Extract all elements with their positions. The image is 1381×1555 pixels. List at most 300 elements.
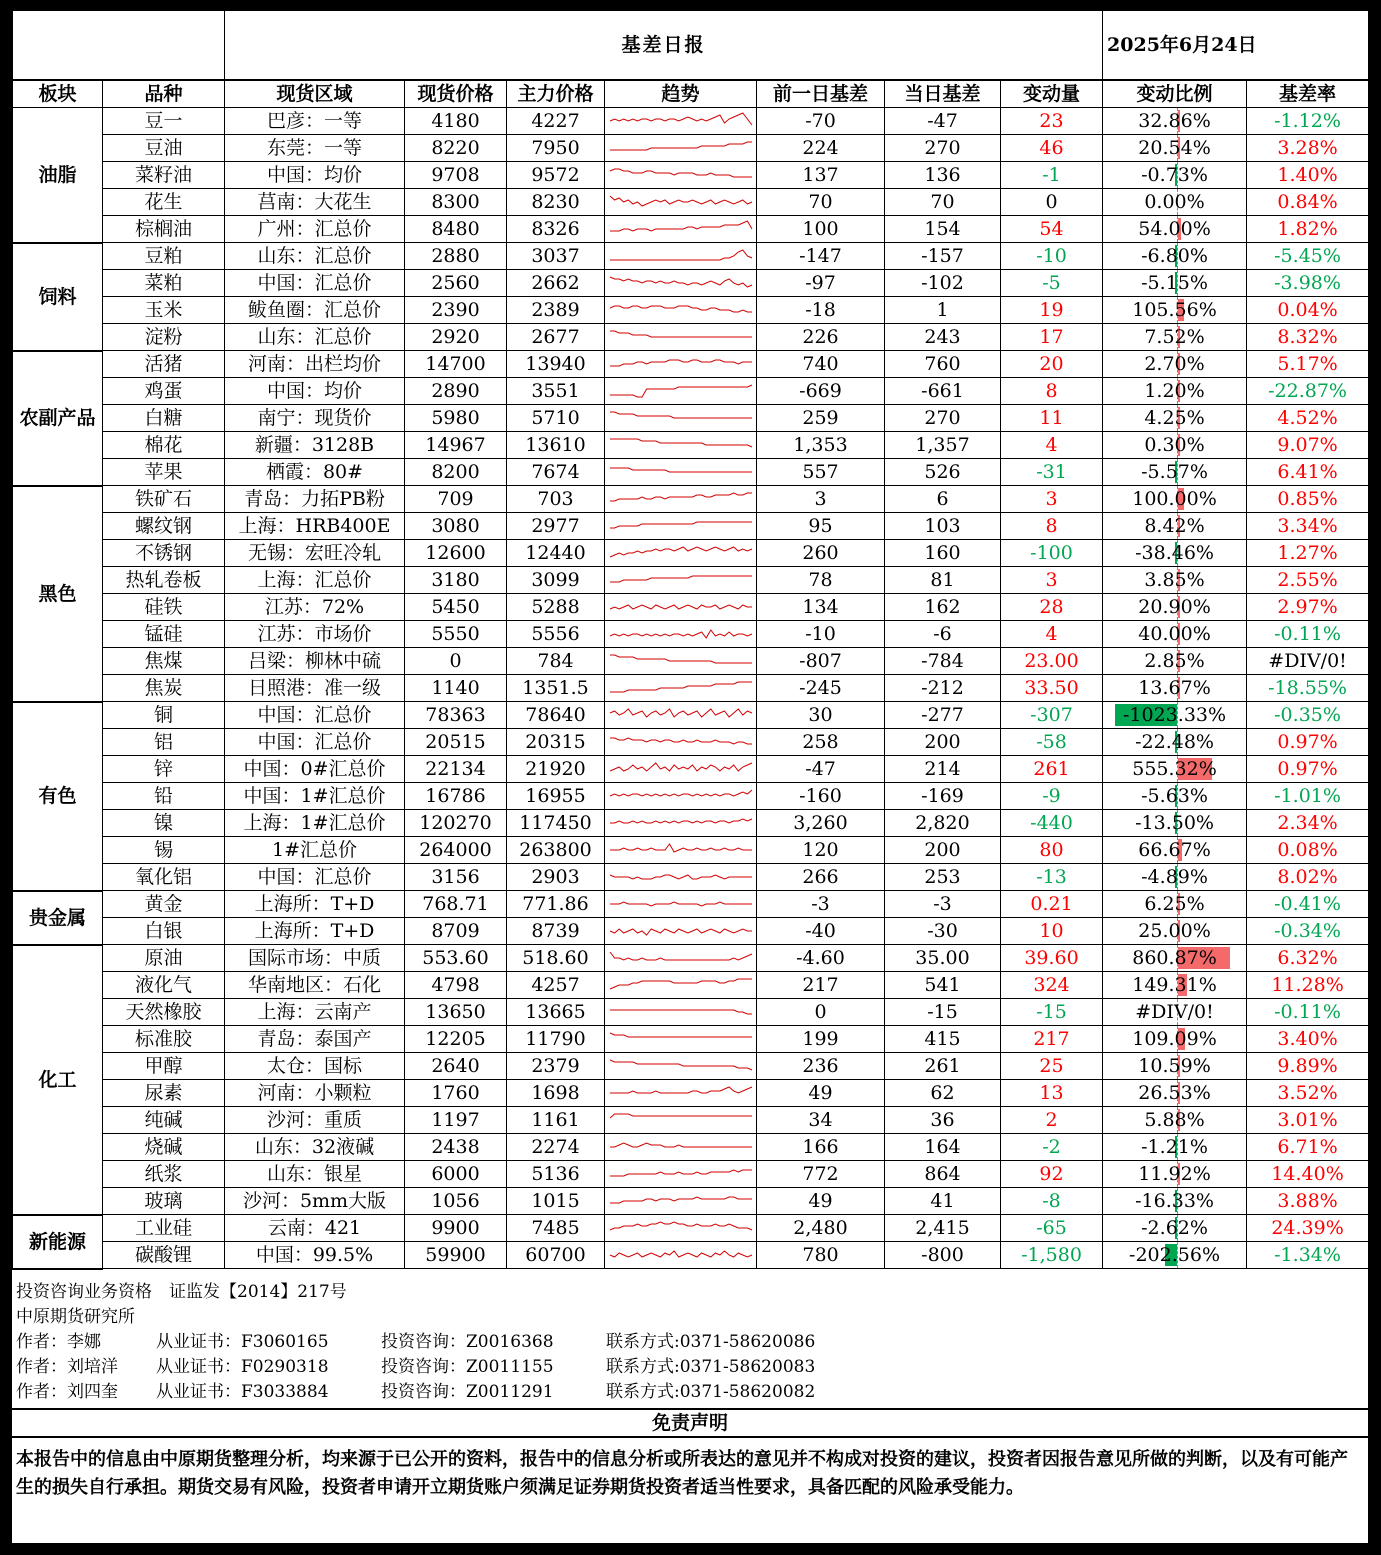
main-price-cell: 11790: [507, 1026, 605, 1053]
region-cell: 中国：均价: [225, 378, 405, 405]
col-header: 板块: [13, 80, 103, 108]
trend-sparkline: [608, 1054, 754, 1078]
table-row: [13, 999, 1369, 1026]
change-cell: 2: [1001, 1107, 1103, 1134]
change-pct-cell: [1103, 621, 1247, 648]
change-pct-text: 10.59%: [1138, 1055, 1211, 1077]
change-pct-text: -2.62%: [1141, 1217, 1208, 1239]
spot-price-cell: 120270: [405, 810, 507, 837]
trend-sparkline: [608, 703, 754, 727]
change-pct-cell: [1103, 675, 1247, 702]
trend-sparkline: [608, 136, 754, 160]
col-header: 变动量: [1001, 80, 1103, 108]
col-header: 基差率: [1247, 80, 1369, 108]
main-price-cell: 1015: [507, 1188, 605, 1215]
change-pct-cell: [1103, 1026, 1247, 1053]
spot-price-cell: 3180: [405, 567, 507, 594]
region-cell: 沙河：5mm大版: [225, 1188, 405, 1215]
cur-basis-cell: -661: [885, 378, 1001, 405]
trend-cell: [605, 1242, 757, 1269]
trend-line: [610, 142, 752, 150]
main-price-cell: 20315: [507, 729, 605, 756]
prev-basis-cell: 49: [757, 1188, 885, 1215]
spot-price-cell: 1056: [405, 1188, 507, 1215]
trend-sparkline: [608, 1027, 754, 1051]
change-pct-cell: [1103, 270, 1247, 297]
cur-basis-cell: -277: [885, 702, 1001, 729]
sector-cell: 农副产品: [13, 351, 103, 486]
trend-line: [610, 979, 752, 989]
change-pct-text: 11.92%: [1138, 1163, 1211, 1185]
change-cell: 23: [1001, 108, 1103, 135]
main-price-cell: 21920: [507, 756, 605, 783]
author-contact: 联系方式:0371-58620083: [606, 1357, 816, 1377]
trend-sparkline: [608, 1000, 754, 1024]
cur-basis-cell: -6: [885, 621, 1001, 648]
basis-rate-cell: 0.84%: [1247, 189, 1369, 216]
change-pct-text: 25.00%: [1138, 920, 1211, 942]
prev-basis-cell: 30: [757, 702, 885, 729]
variety-cell: 锌: [103, 756, 225, 783]
spot-price-cell: 0: [405, 648, 507, 675]
cur-basis-cell: 6: [885, 486, 1001, 513]
prev-basis-cell: -245: [757, 675, 885, 702]
main-price-cell: 7485: [507, 1215, 605, 1242]
change-pct-cell: [1103, 567, 1247, 594]
cur-basis-cell: 154: [885, 216, 1001, 243]
spot-price-cell: 14700: [405, 351, 507, 378]
change-cell: 217: [1001, 1026, 1103, 1053]
basis-rate-cell: -5.45%: [1247, 243, 1369, 270]
spot-price-cell: 12205: [405, 1026, 507, 1053]
trend-sparkline: [608, 1243, 754, 1267]
main-price-cell: 1351.5: [507, 675, 605, 702]
change-cell: -1: [1001, 162, 1103, 189]
trend-sparkline: [608, 406, 754, 430]
change-cell: -1,580: [1001, 1242, 1103, 1269]
trend-cell: [605, 216, 757, 243]
variety-cell: 螺纹钢: [103, 513, 225, 540]
trend-cell: [605, 756, 757, 783]
change-pct-text: 105.56%: [1132, 299, 1217, 321]
trend-line: [610, 439, 752, 447]
spot-price-cell: 5980: [405, 405, 507, 432]
cur-basis-cell: 36: [885, 1107, 1001, 1134]
change-pct-cell: [1103, 1134, 1247, 1161]
spot-price-cell: 8480: [405, 216, 507, 243]
table-row: [13, 378, 1369, 405]
prev-basis-cell: 3,260: [757, 810, 885, 837]
trend-cell: [605, 702, 757, 729]
basis-rate-cell: 11.28%: [1247, 972, 1369, 999]
prev-basis-cell: 49: [757, 1080, 885, 1107]
change-pct-cell: [1103, 1080, 1247, 1107]
prev-basis-cell: 226: [757, 324, 885, 351]
region-cell: 上海：云南产: [225, 999, 405, 1026]
region-cell: 中国：汇总价: [225, 270, 405, 297]
region-cell: 上海：HRB400E: [225, 513, 405, 540]
change-pct-cell: [1103, 810, 1247, 837]
trend-sparkline: [608, 919, 754, 943]
change-pct-cell: [1103, 972, 1247, 999]
trend-line: [610, 929, 752, 935]
change-cell: 80: [1001, 837, 1103, 864]
table-row: [13, 1107, 1369, 1134]
basis-rate-cell: -0.11%: [1247, 621, 1369, 648]
basis-rate-cell: 9.89%: [1247, 1053, 1369, 1080]
main-price-cell: 2274: [507, 1134, 605, 1161]
authors-list: [12, 1330, 1368, 1405]
change-cell: 46: [1001, 135, 1103, 162]
basis-rate-cell: 6.41%: [1247, 459, 1369, 486]
basis-rate-cell: 2.97%: [1247, 594, 1369, 621]
cur-basis-cell: -15: [885, 999, 1001, 1026]
cur-basis-cell: 261: [885, 1053, 1001, 1080]
prev-basis-cell: -40: [757, 918, 885, 945]
sector-cell: 化工: [13, 945, 103, 1215]
trend-line: [610, 522, 752, 528]
spot-price-cell: 22134: [405, 756, 507, 783]
basis-rate-cell: 0.85%: [1247, 486, 1369, 513]
prev-basis-cell: 134: [757, 594, 885, 621]
author-contact: 联系方式:0371-58620082: [606, 1382, 816, 1402]
prev-basis-cell: 266: [757, 864, 885, 891]
region-cell: 青岛：泰国产: [225, 1026, 405, 1053]
prev-basis-cell: 236: [757, 1053, 885, 1080]
change-pct-text: -6.80%: [1141, 245, 1208, 267]
basis-rate-cell: 1.27%: [1247, 540, 1369, 567]
cur-basis-cell: 70: [885, 189, 1001, 216]
table-row: [13, 972, 1369, 999]
table-row: [13, 648, 1369, 675]
table-row: [13, 486, 1369, 513]
variety-cell: 玻璃: [103, 1188, 225, 1215]
trend-cell: [605, 540, 757, 567]
variety-cell: 鸡蛋: [103, 378, 225, 405]
main-price-cell: 2662: [507, 270, 605, 297]
spot-price-cell: 8709: [405, 918, 507, 945]
trend-line: [610, 790, 752, 796]
basis-rate-cell: 0.97%: [1247, 756, 1369, 783]
variety-cell: 液化气: [103, 972, 225, 999]
change-cell: 4: [1001, 432, 1103, 459]
col-header: 前一日基差: [757, 80, 885, 108]
change-pct-text: 0.00%: [1144, 191, 1205, 213]
region-cell: 国际市场：中质: [225, 945, 405, 972]
trend-line: [610, 709, 752, 717]
basis-rate-cell: 3.52%: [1247, 1080, 1369, 1107]
trend-line: [610, 819, 752, 823]
sector-cell: 贵金属: [13, 891, 103, 945]
sector-cell: 新能源: [13, 1215, 103, 1269]
basis-rate-cell: 2.55%: [1247, 567, 1369, 594]
main-price-cell: 2677: [507, 324, 605, 351]
region-cell: 广州：汇总价: [225, 216, 405, 243]
main-price-cell: 16955: [507, 783, 605, 810]
change-pct-cell: [1103, 135, 1247, 162]
trend-line: [610, 113, 752, 125]
main-price-cell: 13665: [507, 999, 605, 1026]
prev-basis-cell: 259: [757, 405, 885, 432]
change-cell: -2: [1001, 1134, 1103, 1161]
change-cell: 13: [1001, 1080, 1103, 1107]
footer: [12, 1280, 1368, 1405]
change-pct-text: 26.53%: [1138, 1082, 1211, 1104]
region-cell: 中国：汇总价: [225, 702, 405, 729]
basis-rate-cell: -3.98%: [1247, 270, 1369, 297]
cur-basis-cell: 243: [885, 324, 1001, 351]
trend-cell: [605, 999, 757, 1026]
cur-basis-cell: 1,357: [885, 432, 1001, 459]
trend-sparkline: [608, 217, 754, 241]
trend-cell: [605, 459, 757, 486]
disclaimer-title: 免责声明: [12, 1408, 1368, 1438]
table-row: [13, 810, 1369, 837]
basis-rate-cell: 6.71%: [1247, 1134, 1369, 1161]
trend-sparkline: [608, 973, 754, 997]
table-row: [13, 270, 1369, 297]
trend-sparkline: [608, 1108, 754, 1132]
trend-cell: [605, 648, 757, 675]
change-pct-cell: [1103, 1215, 1247, 1242]
change-cell: 11: [1001, 405, 1103, 432]
variety-cell: 豆粕: [103, 243, 225, 270]
table-row: [13, 1215, 1369, 1242]
trend-cell: [605, 378, 757, 405]
change-cell: 33.50: [1001, 675, 1103, 702]
spot-price-cell: 8200: [405, 459, 507, 486]
variety-cell: 棕榈油: [103, 216, 225, 243]
table-row: [13, 324, 1369, 351]
basis-rate-cell: -18.55%: [1247, 675, 1369, 702]
change-pct-cell: [1103, 351, 1247, 378]
trend-cell: [605, 513, 757, 540]
trend-cell: [605, 432, 757, 459]
change-cell: 28: [1001, 594, 1103, 621]
spot-price-cell: 2390: [405, 297, 507, 324]
trend-cell: [605, 810, 757, 837]
trend-sparkline: [608, 622, 754, 646]
table-row: [13, 891, 1369, 918]
trend-sparkline: [608, 109, 754, 133]
cur-basis-cell: 136: [885, 162, 1001, 189]
change-pct-cell: [1103, 243, 1247, 270]
change-cell: 23.00: [1001, 648, 1103, 675]
spot-price-cell: 13650: [405, 999, 507, 1026]
change-cell: -9: [1001, 783, 1103, 810]
change-pct-cell: [1103, 459, 1247, 486]
change-pct-text: 555.32%: [1132, 758, 1217, 780]
change-cell: 39.60: [1001, 945, 1103, 972]
trend-cell: [605, 486, 757, 513]
trend-cell: [605, 1026, 757, 1053]
main-price-cell: 7674: [507, 459, 605, 486]
report-date: 2025年6月24日: [1103, 11, 1369, 81]
change-cell: -307: [1001, 702, 1103, 729]
trend-cell: [605, 621, 757, 648]
variety-cell: 天然橡胶: [103, 999, 225, 1026]
trend-cell: [605, 729, 757, 756]
trend-line: [610, 902, 752, 906]
variety-cell: 棉花: [103, 432, 225, 459]
trend-sparkline: [608, 568, 754, 592]
trend-sparkline: [608, 379, 754, 403]
main-price-cell: 3037: [507, 243, 605, 270]
basis-rate-cell: -1.12%: [1247, 108, 1369, 135]
change-cell: 8: [1001, 378, 1103, 405]
region-cell: 上海所：T+D: [225, 918, 405, 945]
trend-sparkline: [608, 865, 754, 889]
change-cell: -8: [1001, 1188, 1103, 1215]
spot-price-cell: 2920: [405, 324, 507, 351]
change-pct-cell: [1103, 1053, 1247, 1080]
spot-price-cell: 78363: [405, 702, 507, 729]
trend-sparkline: [608, 730, 754, 754]
trend-line: [610, 385, 752, 397]
main-price-cell: 2389: [507, 297, 605, 324]
change-cell: 8: [1001, 513, 1103, 540]
change-pct-text: 0.30%: [1144, 434, 1205, 456]
main-price-cell: 2379: [507, 1053, 605, 1080]
spot-price-cell: 16786: [405, 783, 507, 810]
prev-basis-cell: 260: [757, 540, 885, 567]
trend-sparkline: [608, 163, 754, 187]
basis-rate-cell: -0.41%: [1247, 891, 1369, 918]
trend-line: [610, 1060, 752, 1070]
spot-price-cell: 2640: [405, 1053, 507, 1080]
table-row: [13, 702, 1369, 729]
change-cell: -65: [1001, 1215, 1103, 1242]
variety-cell: 铝: [103, 729, 225, 756]
cur-basis-cell: 162: [885, 594, 1001, 621]
region-cell: 山东：汇总价: [225, 243, 405, 270]
change-cell: -15: [1001, 999, 1103, 1026]
col-header: 现货区域: [225, 80, 405, 108]
basis-rate-cell: 3.88%: [1247, 1188, 1369, 1215]
trend-line: [610, 1033, 752, 1037]
change-cell: 3: [1001, 567, 1103, 594]
trend-line: [610, 576, 752, 582]
basis-rate-cell: 5.17%: [1247, 351, 1369, 378]
cur-basis-cell: -47: [885, 108, 1001, 135]
change-pct-text: #DIV/0!: [1135, 1001, 1214, 1023]
col-header: 当日基差: [885, 80, 1001, 108]
basis-rate-cell: -0.35%: [1247, 702, 1369, 729]
trend-sparkline: [608, 649, 754, 673]
region-cell: 中国：1#汇总价: [225, 783, 405, 810]
cur-basis-cell: 200: [885, 729, 1001, 756]
change-cell: 0.21: [1001, 891, 1103, 918]
author-cert: 从业证书：F3060165: [156, 1332, 329, 1352]
spot-price-cell: 5550: [405, 621, 507, 648]
variety-cell: 烧碱: [103, 1134, 225, 1161]
change-pct-text: -5.63%: [1141, 785, 1208, 807]
trend-cell: [605, 243, 757, 270]
cur-basis-cell: 760: [885, 351, 1001, 378]
trend-line: [610, 1087, 752, 1093]
cur-basis-cell: 103: [885, 513, 1001, 540]
cur-basis-cell: -784: [885, 648, 1001, 675]
spot-price-cell: 8220: [405, 135, 507, 162]
basis-rate-cell: 0.04%: [1247, 297, 1369, 324]
spot-price-cell: 4798: [405, 972, 507, 999]
trend-cell: [605, 837, 757, 864]
main-price-cell: 518.60: [507, 945, 605, 972]
prev-basis-cell: 100: [757, 216, 885, 243]
spot-price-cell: 12600: [405, 540, 507, 567]
region-cell: 上海所：T+D: [225, 891, 405, 918]
trend-cell: [605, 972, 757, 999]
table-row: [13, 594, 1369, 621]
cur-basis-cell: 270: [885, 405, 1001, 432]
spot-price-cell: 59900: [405, 1242, 507, 1269]
change-pct-cell: [1103, 432, 1247, 459]
report-title: 基差日报: [225, 11, 1103, 81]
main-price-cell: 8230: [507, 189, 605, 216]
sector-cell: 油脂: [13, 108, 103, 243]
prev-basis-cell: -807: [757, 648, 885, 675]
table-row: [13, 243, 1369, 270]
trend-sparkline: [608, 676, 754, 700]
change-pct-text: 860.87%: [1132, 947, 1217, 969]
trend-cell: [605, 918, 757, 945]
prev-basis-cell: 1,353: [757, 432, 885, 459]
prev-basis-cell: 772: [757, 1161, 885, 1188]
cur-basis-cell: 1: [885, 297, 1001, 324]
basis-rate-cell: #DIV/0!: [1247, 648, 1369, 675]
region-cell: 河南：小颗粒: [225, 1080, 405, 1107]
basis-rate-cell: 2.34%: [1247, 810, 1369, 837]
table-row: [13, 783, 1369, 810]
variety-cell: 镍: [103, 810, 225, 837]
main-price-cell: 771.86: [507, 891, 605, 918]
table-row: [13, 135, 1369, 162]
change-pct-text: -1023.33%: [1123, 704, 1227, 726]
trend-line: [610, 1143, 752, 1147]
trend-cell: [605, 891, 757, 918]
author-contact: 联系方式:0371-58620086: [606, 1332, 816, 1352]
change-pct-cell: [1103, 297, 1247, 324]
change-pct-text: -13.50%: [1135, 812, 1214, 834]
main-price-cell: 9572: [507, 162, 605, 189]
change-pct-text: 100.00%: [1132, 488, 1217, 510]
cur-basis-cell: 160: [885, 540, 1001, 567]
variety-cell: 活猪: [103, 351, 225, 378]
region-cell: 巴彦：一等: [225, 108, 405, 135]
author-name: 作者：李娜: [16, 1332, 101, 1352]
trend-sparkline: [608, 1135, 754, 1159]
trend-cell: [605, 864, 757, 891]
cur-basis-cell: -102: [885, 270, 1001, 297]
change-pct-cell: [1103, 702, 1247, 729]
main-price-cell: 263800: [507, 837, 605, 864]
spot-price-cell: 264000: [405, 837, 507, 864]
change-cell: 20: [1001, 351, 1103, 378]
main-price-cell: 5710: [507, 405, 605, 432]
change-pct-text: 32.86%: [1138, 110, 1211, 132]
change-pct-cell: [1103, 783, 1247, 810]
trend-line: [610, 844, 752, 852]
author-consult: 投资咨询：Z0016368: [381, 1332, 554, 1352]
variety-cell: 豆一: [103, 108, 225, 135]
author-consult: 投资咨询：Z0011291: [381, 1382, 554, 1402]
change-pct-cell: [1103, 918, 1247, 945]
header-row: [13, 80, 1369, 108]
basis-rate-cell: 8.02%: [1247, 864, 1369, 891]
cur-basis-cell: 2,415: [885, 1215, 1001, 1242]
prev-basis-cell: 78: [757, 567, 885, 594]
trend-line: [610, 547, 752, 557]
